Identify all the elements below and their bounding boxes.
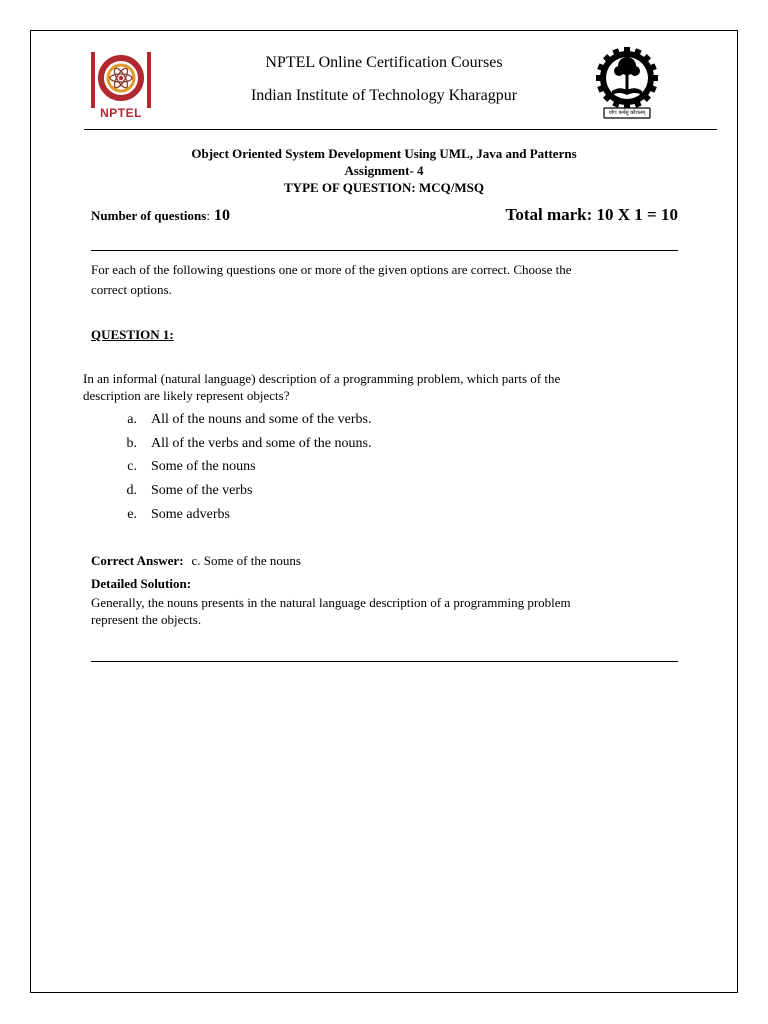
solution-line1: Generally, the nouns presents in the natural language description of a programming problem	[91, 595, 571, 610]
course-title: Object Oriented System Development Using UML, Java and Patterns	[191, 146, 577, 161]
option-text: Some adverbs	[151, 507, 230, 522]
num-questions-colon: :	[206, 208, 210, 223]
option-letter: c.	[127, 459, 137, 474]
solution-label: Detailed Solution:	[91, 576, 192, 591]
nptel-logo-text: NPTEL	[100, 106, 142, 120]
option-text: All of the verbs and some of the nouns.	[151, 436, 372, 451]
option-letter: e.	[127, 507, 137, 522]
header-institute-name: Indian Institute of Technology Kharagpur	[250, 87, 518, 104]
question-type: TYPE OF QUESTION: MCQ/MSQ	[284, 180, 484, 195]
correct-answer-value: c. Some of the nouns	[191, 553, 301, 568]
question-heading: QUESTION 1:	[91, 327, 174, 342]
assignment-title: Assignment- 4	[344, 163, 424, 178]
question-text-line2: description are likely represent objects?	[83, 388, 290, 403]
total-mark: Total mark: 10 X 1 = 10	[505, 205, 678, 224]
header-divider	[84, 129, 717, 130]
correct-answer-label: Correct Answer:	[91, 553, 184, 568]
num-questions-value: 10	[213, 207, 230, 224]
num-questions-label: Number of questions	[91, 208, 207, 223]
instructions-line2: correct options.	[91, 282, 172, 297]
header-org-name: NPTEL Online Certification Courses	[265, 54, 503, 71]
option-letter: b.	[126, 436, 137, 451]
divider-rule	[91, 250, 678, 251]
instructions-line1: For each of the following questions one or more of the given options are correct. Choose the	[91, 262, 572, 277]
option-text: Some of the nouns	[151, 459, 256, 474]
option-letter: d.	[126, 483, 137, 498]
question-text-line1: In an informal (natural language) description of a programming problem, which parts of the	[83, 371, 561, 386]
option-letter: a.	[127, 412, 137, 427]
num-questions	[91, 207, 230, 225]
correct-answer	[91, 552, 301, 570]
option-text: Some of the verbs	[151, 483, 253, 498]
option-text: All of the nouns and some of the verbs.	[151, 412, 372, 427]
iit-emblem-motto: योगः कर्मसु कौशलम्	[608, 110, 646, 116]
solution-line2: represent the objects.	[91, 612, 202, 627]
footer-divider	[91, 661, 678, 662]
